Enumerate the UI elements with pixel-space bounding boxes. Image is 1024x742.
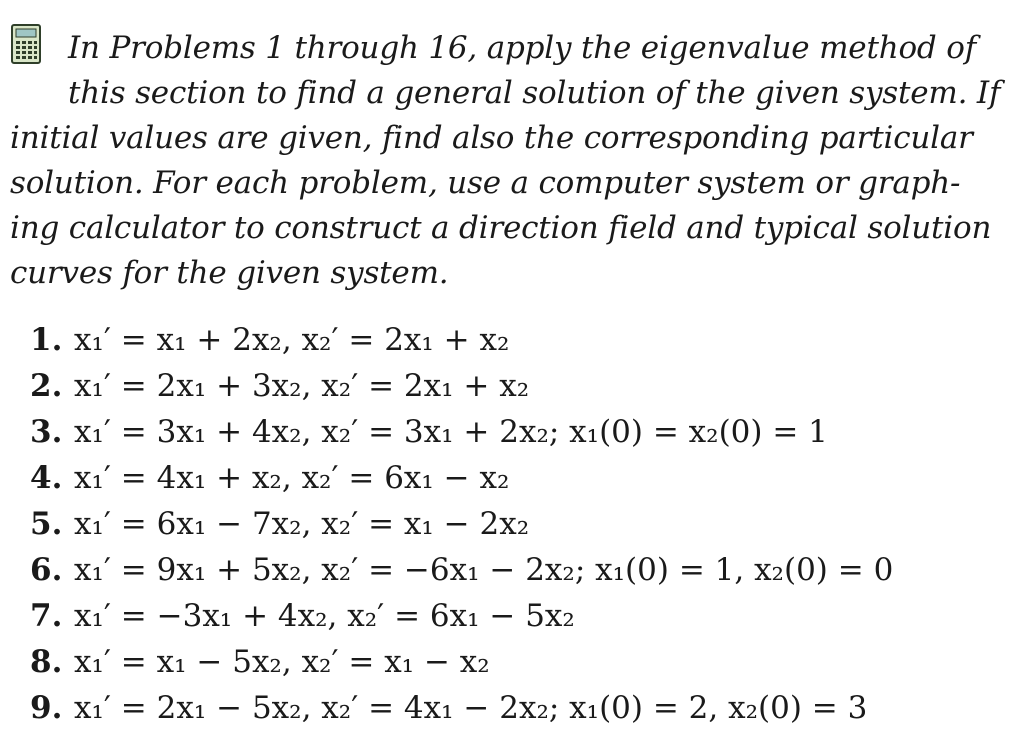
problem-number: 4.	[30, 460, 63, 496]
instruction-line: In Problems 1 through 16, apply the eigenvalue method of	[68, 30, 976, 66]
problem-number: 1.	[30, 322, 63, 358]
problem-equation: x₁′ = 9x₁ + 5x₂, x₂′ = −6x₁ − 2x₂; x₁(0) = 1, x₂(0) = 0	[74, 552, 894, 588]
problem-number: 2.	[30, 368, 63, 404]
problem-number: 3.	[30, 414, 63, 450]
instruction-line: solution. For each problem, use a computer system or graph-	[10, 165, 961, 201]
problem-equation: x₁′ = 2x₁ + 3x₂, x₂′ = 2x₁ + x₂	[74, 368, 530, 404]
problem-instructions	[10, 26, 1010, 296]
problem-item	[30, 460, 1010, 506]
problem-number: 5.	[30, 506, 63, 542]
problem-item	[30, 644, 1010, 690]
problem-item	[30, 598, 1010, 644]
problem-item	[30, 322, 1010, 368]
problem-item	[30, 368, 1010, 414]
instruction-line: ing calculator to construct a direction field and typical solution	[10, 210, 992, 246]
instruction-line: this section to find a general solution of the given system. If	[68, 75, 1001, 111]
problem-item	[30, 690, 1010, 736]
problem-list	[30, 322, 1010, 736]
instruction-line: initial values are given, find also the corresponding particular	[10, 120, 973, 156]
problem-equation: x₁′ = x₁ − 5x₂, x₂′ = x₁ − x₂	[74, 644, 490, 680]
problem-number: 7.	[30, 598, 63, 634]
problem-number: 8.	[30, 644, 63, 680]
problem-item	[30, 506, 1010, 552]
problem-equation: x₁′ = −3x₁ + 4x₂, x₂′ = 6x₁ − 5x₂	[74, 598, 575, 634]
problem-item	[30, 414, 1010, 460]
problem-equation: x₁′ = 4x₁ + x₂, x₂′ = 6x₁ − x₂	[74, 460, 510, 496]
problem-equation: x₁′ = x₁ + 2x₂, x₂′ = 2x₁ + x₂	[74, 322, 510, 358]
instruction-line: curves for the given system.	[10, 255, 449, 291]
problem-number: 9.	[30, 690, 63, 726]
problem-equation: x₁′ = 2x₁ − 5x₂, x₂′ = 4x₁ − 2x₂; x₁(0) = 2, x₂(0) = 3	[74, 690, 868, 726]
problem-equation: x₁′ = 3x₁ + 4x₂, x₂′ = 3x₁ + 2x₂; x₁(0) = x₂(0) = 1	[74, 414, 828, 450]
problem-equation: x₁′ = 6x₁ − 7x₂, x₂′ = x₁ − 2x₂	[74, 506, 530, 542]
problem-number: 6.	[30, 552, 63, 588]
problem-item	[30, 552, 1010, 598]
